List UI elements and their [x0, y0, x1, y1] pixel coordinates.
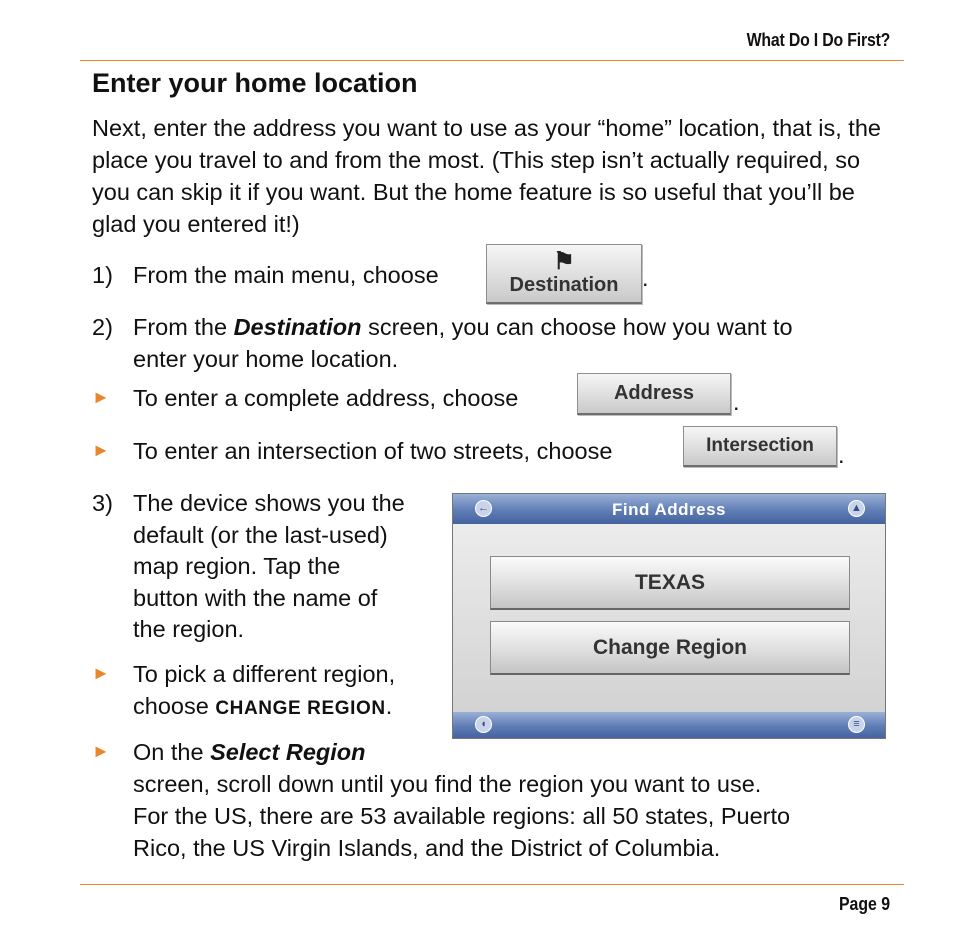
bullet-select-region-line: For the US, there are 53 available regions: all 50 states, Puerto [133, 803, 791, 829]
bullet-change-region-line-2: choose CHANGE REGION. [133, 693, 393, 719]
intersection-button[interactable]: Intersection [683, 426, 837, 467]
bullet-intersection-text: To enter an intersection of two streets, choose [133, 438, 613, 464]
footer-rule [80, 884, 904, 885]
intro-paragraph: Next, enter the address you want to use as your “home” location, that is, the place you travel to and from the most. (This step isn’t actually required, so you can skip it if you want. But the home feature is so useful that you’ll be glad you entered it!) [92, 115, 881, 237]
small-caps-change-region: CHANGE REGION [215, 698, 386, 719]
step-text: From the Destination screen, you can choose how you want to [133, 314, 793, 340]
screen-title: Find Address [612, 500, 726, 519]
step-3-line: The device shows you the [133, 490, 405, 516]
header-rule [80, 60, 904, 61]
step-3-line: the region. [133, 616, 245, 642]
step-number: 2) [92, 314, 113, 340]
bullet-arrow-icon: ► [92, 440, 110, 460]
emphasis-select-region: Select Region [210, 739, 366, 765]
address-button[interactable]: Address [577, 373, 731, 415]
step-text: From the main menu, choose [133, 262, 439, 288]
destination-button[interactable] [486, 244, 642, 304]
period: . [838, 442, 845, 468]
page-number: Page 9 [838, 894, 890, 914]
bullet-change-region-line-1: To pick a different region, [133, 661, 396, 687]
bullet-select-region-line: screen, scroll down until you find the region you want to use. [133, 771, 762, 797]
step-number: 1) [92, 262, 113, 288]
bullet-arrow-icon: ► [92, 663, 110, 683]
emphasis-destination: Destination [233, 314, 362, 340]
bullet-arrow-icon: ► [92, 387, 110, 407]
section-heading: Enter your home location [92, 68, 418, 98]
bottom-bar [453, 712, 885, 738]
step-3-line: map region. Tap the [133, 553, 341, 579]
back-arrow-icon[interactable]: ← [475, 500, 492, 517]
step-2-line-2: enter your home location. [133, 346, 399, 372]
bullet-select-region-line: Rico, the US Virgin Islands, and the District of Columbia. [133, 835, 721, 861]
step-3-line: default (or the last-used) [133, 522, 388, 548]
bullet-address-text: To enter a complete address, choose [133, 385, 519, 411]
volume-icon[interactable]: ◖ [475, 716, 492, 733]
bullet-select-region-line-1: On the Select Region [133, 739, 366, 765]
destination-button-label: Destination [509, 274, 619, 296]
change-region-button[interactable]: Change Region [490, 621, 850, 675]
period: . [733, 389, 740, 415]
eject-icon[interactable]: ▲ [848, 500, 865, 517]
bullet-arrow-icon: ► [92, 741, 110, 761]
running-header: What Do I Do First? [746, 30, 890, 50]
step-number: 3) [92, 490, 113, 516]
period: . [642, 265, 649, 291]
region-button[interactable]: TEXAS [490, 556, 850, 610]
step-3-line: button with the name of [133, 585, 378, 611]
title-bar [453, 494, 885, 524]
find-address-screenshot [452, 493, 886, 739]
menu-icon[interactable]: ≡ [848, 716, 865, 733]
checkered-flag-icon: ⚑ [553, 248, 575, 275]
